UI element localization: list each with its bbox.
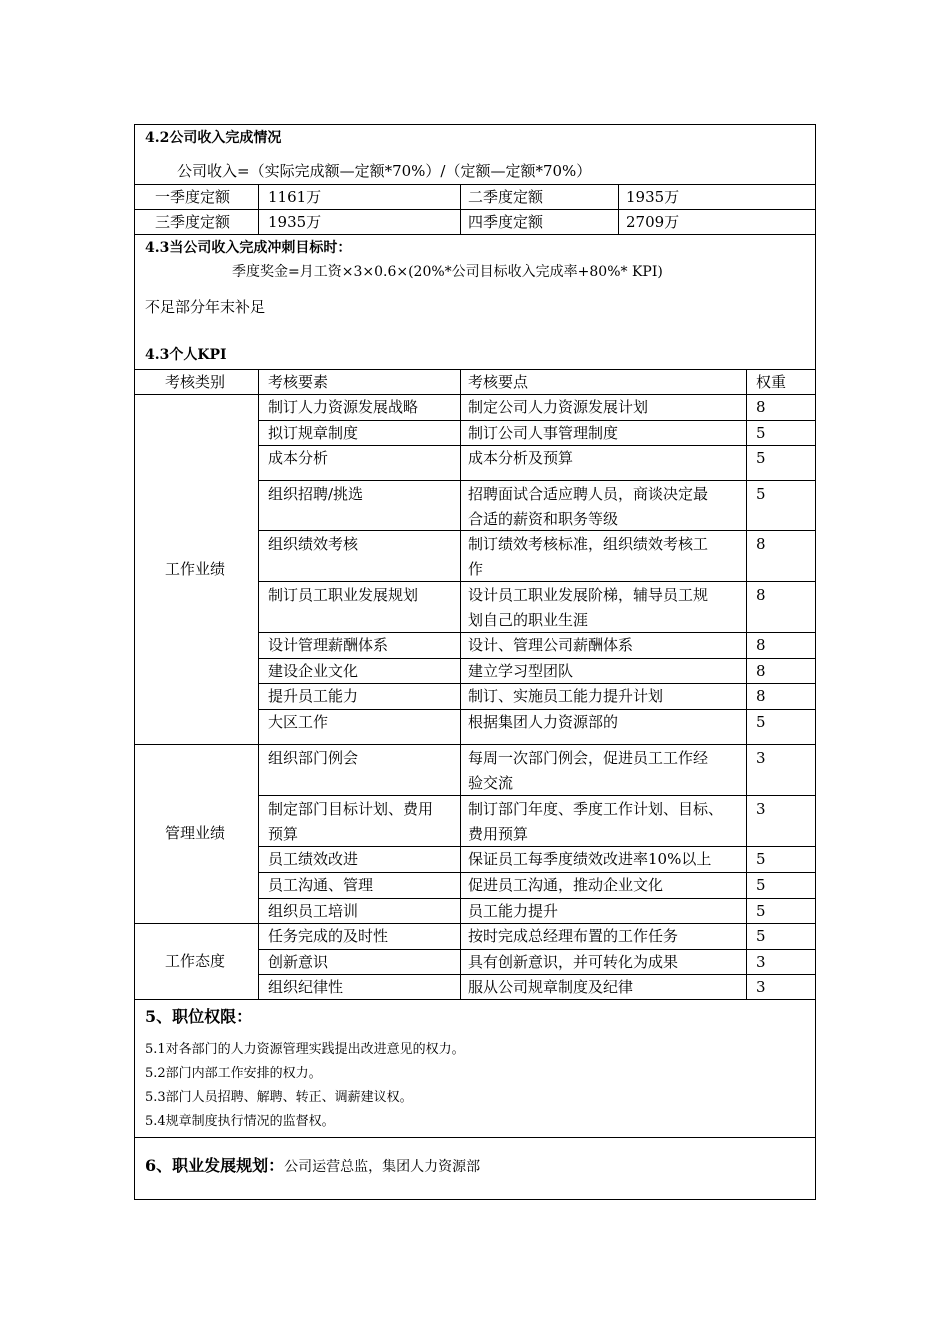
section-5-item: 5.3部门人员招聘、解聘、转正、调薪建议权。 bbox=[145, 1090, 413, 1105]
kpi-element: 员工沟通、管理 bbox=[268, 876, 374, 894]
kpi-element: 任务完成的及时性 bbox=[268, 927, 389, 945]
kpi-category-management: 管理业绩 bbox=[165, 824, 226, 842]
kpi-weight: 8 bbox=[756, 662, 766, 680]
kpi-element: 员工绩效改进 bbox=[268, 850, 359, 868]
section-5-item: 5.2部门内部工作安排的权力。 bbox=[145, 1066, 322, 1081]
kpi-point: 服从公司规章制度及纪律 bbox=[468, 978, 634, 996]
kpi-weight: 5 bbox=[756, 713, 766, 731]
kpi-element: 制订员工职业发展规划 bbox=[268, 586, 419, 604]
kpi-point: 按时完成总经理布置的工作任务 bbox=[468, 927, 679, 945]
quota-value-q1: 1161万 bbox=[268, 188, 322, 206]
kpi-point: 验交流 bbox=[468, 774, 514, 792]
kpi-element: 制订人力资源发展战略 bbox=[268, 398, 419, 416]
kpi-col-weight: 权重 bbox=[756, 373, 787, 391]
quota-label-q4: 四季度定额 bbox=[468, 213, 544, 231]
kpi-point: 设计、管理公司薪酬体系 bbox=[468, 636, 634, 654]
kpi-weight: 5 bbox=[756, 876, 766, 894]
kpi-category-work: 工作业绩 bbox=[165, 560, 226, 578]
kpi-point: 制订部门年度、季度工作计划、目标、 bbox=[468, 800, 724, 818]
section-4-3-note: 不足部分年末补足 bbox=[145, 298, 266, 316]
kpi-weight: 8 bbox=[756, 398, 766, 416]
section-5-item: 5.1对各部门的人力资源管理实践提出改进意见的权力。 bbox=[145, 1042, 465, 1057]
kpi-point: 每周一次部门例会，促进员工工作经 bbox=[468, 749, 709, 767]
kpi-weight: 3 bbox=[756, 800, 766, 818]
kpi-point: 成本分析及预算 bbox=[468, 449, 574, 467]
kpi-element: 组织招聘/挑选 bbox=[268, 485, 364, 503]
kpi-element: 大区工作 bbox=[268, 713, 329, 731]
section-4-2-formula: 公司收入=（实际完成额—定额*70%）/（定额—定额*70%） bbox=[177, 162, 592, 180]
kpi-point: 建立学习型团队 bbox=[468, 662, 574, 680]
kpi-point: 具有创新意识，并可转化为成果 bbox=[468, 953, 679, 971]
kpi-weight: 5 bbox=[756, 902, 766, 920]
quota-label-q1: 一季度定额 bbox=[155, 188, 231, 206]
section-5-heading: 5、职位权限： bbox=[145, 1007, 253, 1026]
kpi-element: 组织部门例会 bbox=[268, 749, 359, 767]
kpi-weight: 8 bbox=[756, 535, 766, 553]
section-5-item: 5.4规章制度执行情况的监督权。 bbox=[145, 1114, 335, 1129]
kpi-category-attitude: 工作态度 bbox=[165, 952, 226, 970]
quota-label-q2: 二季度定额 bbox=[468, 188, 544, 206]
kpi-weight: 5 bbox=[756, 424, 766, 442]
section-4-3-formula: 季度奖金=月工资×3×0.6×(20%*公司目标收入完成率+80%* KPI) bbox=[232, 264, 663, 280]
kpi-col-point: 考核要点 bbox=[468, 373, 529, 391]
kpi-element: 组织纪律性 bbox=[268, 978, 344, 996]
kpi-element: 拟订规章制度 bbox=[268, 424, 359, 442]
job-description-table bbox=[134, 124, 816, 1200]
section-6-content: 公司运营总监，集团人力资源部 bbox=[284, 1159, 481, 1175]
kpi-col-category: 考核类别 bbox=[165, 373, 226, 391]
kpi-weight: 8 bbox=[756, 586, 766, 604]
quota-label-q3: 三季度定额 bbox=[155, 213, 231, 231]
kpi-point: 保证员工每季度绩效改进率10%以上 bbox=[468, 850, 712, 868]
quota-value-q3: 1935万 bbox=[268, 213, 322, 231]
kpi-point: 划自己的职业生涯 bbox=[468, 611, 589, 629]
kpi-point: 合适的薪资和职务等级 bbox=[468, 510, 619, 528]
kpi-weight: 5 bbox=[756, 927, 766, 945]
kpi-point: 根据集团人力资源部的 bbox=[468, 713, 619, 731]
kpi-weight: 8 bbox=[756, 636, 766, 654]
kpi-element: 组织绩效考核 bbox=[268, 535, 359, 553]
kpi-point: 制定公司人力资源发展计划 bbox=[468, 398, 649, 416]
kpi-element: 建设企业文化 bbox=[268, 662, 359, 680]
kpi-element: 提升员工能力 bbox=[268, 687, 359, 705]
kpi-weight: 5 bbox=[756, 850, 766, 868]
section-6-heading: 6、职业发展规划： bbox=[145, 1156, 285, 1175]
section-4-3-heading: 4.3当公司收入完成冲刺目标时： bbox=[145, 240, 352, 256]
quota-value-q2: 1935万 bbox=[626, 188, 680, 206]
kpi-element: 组织员工培训 bbox=[268, 902, 359, 920]
kpi-weight: 5 bbox=[756, 485, 766, 503]
kpi-point: 费用预算 bbox=[468, 825, 529, 843]
kpi-point: 作 bbox=[468, 560, 484, 578]
kpi-point: 设计员工职业发展阶梯，辅导员工规 bbox=[468, 586, 709, 604]
kpi-element: 创新意识 bbox=[268, 953, 329, 971]
kpi-element: 成本分析 bbox=[268, 449, 329, 467]
kpi-point: 招聘面试合适应聘人员，商谈决定最 bbox=[468, 485, 709, 503]
kpi-element: 制定部门目标计划、费用 bbox=[268, 800, 434, 818]
kpi-point: 制订、实施员工能力提升计划 bbox=[468, 687, 664, 705]
kpi-point: 促进员工沟通，推动企业文化 bbox=[468, 876, 664, 894]
kpi-weight: 5 bbox=[756, 449, 766, 467]
kpi-point: 员工能力提升 bbox=[468, 902, 559, 920]
kpi-element: 设计管理薪酬体系 bbox=[268, 636, 389, 654]
quota-value-q4: 2709万 bbox=[626, 213, 680, 231]
section-4-2-heading: 4.2公司收入完成情况 bbox=[145, 130, 282, 146]
section-6 bbox=[145, 1155, 480, 1178]
kpi-weight: 3 bbox=[756, 953, 766, 971]
kpi-weight: 3 bbox=[756, 978, 766, 996]
kpi-weight: 8 bbox=[756, 687, 766, 705]
kpi-element: 预算 bbox=[268, 825, 299, 843]
kpi-weight: 3 bbox=[756, 749, 766, 767]
kpi-col-element: 考核要素 bbox=[268, 373, 329, 391]
kpi-point: 制订绩效考核标准，组织绩效考核工 bbox=[468, 535, 709, 553]
kpi-point: 制订公司人事管理制度 bbox=[468, 424, 619, 442]
kpi-heading: 4.3个人KPI bbox=[145, 347, 227, 363]
